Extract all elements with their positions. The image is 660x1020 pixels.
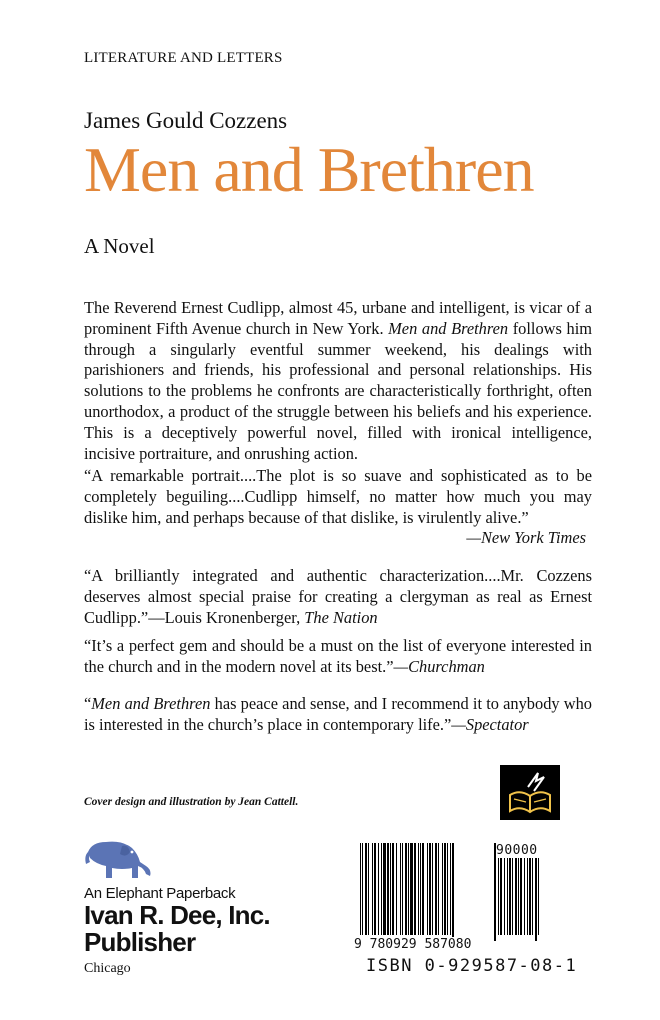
- imprint-name: An Elephant Paperback: [84, 885, 236, 902]
- barcode-bar: [402, 843, 403, 935]
- book-description: [84, 298, 592, 464]
- publisher-city: Chicago: [84, 961, 131, 976]
- barcode-bar: [447, 843, 448, 935]
- barcode-bar: [392, 843, 394, 935]
- barcode-bar: [427, 843, 428, 935]
- barcode-bar: [368, 843, 369, 935]
- barcode-bar: [387, 843, 389, 935]
- category-label: LITERATURE AND LETTERS: [84, 50, 283, 66]
- price-code: 90000: [496, 843, 538, 858]
- barcode-bar: [383, 843, 386, 935]
- barcode-bar: [396, 843, 397, 935]
- book-title: Men and Brethren: [84, 134, 534, 205]
- book-subtitle: A Novel: [84, 234, 155, 258]
- quote-text: has peace and sense, and I recommend it to anybody who is interested in the church’s place in contemporary life.”: [84, 694, 593, 734]
- barcode-bar: [408, 843, 409, 935]
- review-quote-4: [84, 694, 592, 736]
- barcode-bar: [435, 843, 437, 935]
- review-quote-1: [84, 466, 592, 549]
- review-quote-2: [84, 566, 592, 628]
- barcode-bar: [450, 843, 451, 935]
- quote-text: “A remarkable portrait....The plot is so suave and sophisticated as to be completely beguiling....Cudlipp himself, no matter how much you may dislike him, and perhaps because of that dislike, is virulently alive.”: [84, 466, 592, 527]
- barcode-bar: [372, 843, 373, 935]
- barcode-bar: [362, 843, 363, 935]
- barcode-bar: [438, 843, 439, 935]
- barcode-bar: [420, 843, 421, 935]
- quote-text: “A brilliantly integrated and authentic characterization....Mr. Cozzens deserves almost special praise for creating a clergyman as real as Ernest Cudlipp.”—Louis Kronenberger,: [84, 566, 592, 627]
- barcode-bar: [410, 843, 413, 935]
- isbn-number: ISBN 0-929587-08-1: [366, 956, 578, 976]
- review-quote-3: [84, 636, 592, 678]
- publisher-name: [84, 902, 270, 956]
- barcode-bar: [390, 843, 391, 935]
- quote-lead: “: [84, 694, 92, 713]
- isbn-barcode: [360, 843, 482, 941]
- elephant-logo-icon: [82, 836, 154, 882]
- barcode-bar: [378, 843, 379, 935]
- description-part-2: follows him through a singularly eventful summer weekend, his dealings with parishioners and friends, his professional and personal relationships. His solutions to the problems he confronts are characteristically forthright, often unorthodox, a product of the struggle between his beliefs and his experience. This is a deceptively powerful novel, filled with ironical intelligence, incisive portraiture, and onrushing action.: [84, 318, 593, 463]
- quote-text: “It’s a perfect gem and should be a must on the list of everyone interested in the church and in the modern novel at its best.”: [84, 636, 592, 676]
- barcode-bar: [381, 843, 382, 935]
- quote-book-title: Men and Brethren: [91, 694, 211, 713]
- barcode-bar: [422, 843, 424, 935]
- publisher-line-2: Publisher: [84, 927, 196, 957]
- quote-source: —New York Times: [466, 528, 586, 548]
- barcode-bar: [432, 843, 433, 935]
- barcode-bar: [405, 843, 407, 935]
- cover-credit: Cover design and illustration by Jean Cattell.: [84, 796, 299, 808]
- quote-source: —Churchman: [393, 656, 485, 676]
- quote-source: The Nation: [304, 607, 378, 627]
- open-book-logo-icon: [500, 765, 560, 820]
- publisher-line-1: Ivan R. Dee, Inc.: [84, 900, 270, 930]
- barcode-bar: [444, 843, 446, 935]
- barcode-bar: [360, 843, 361, 935]
- barcode-bar: [418, 843, 419, 935]
- barcode-bar: [365, 843, 367, 935]
- description-part-1: The Reverend Ernest Cudlipp, almost 45, urbane and intelligent, is vicar of a prominent Fifth Avenue church in New York.: [84, 298, 592, 338]
- description-book-title: Men and Brethren: [388, 318, 509, 338]
- barcode-bar: [442, 843, 443, 935]
- quote-source: —Spectator: [451, 714, 529, 734]
- barcode-digits: 9 780929 587080: [354, 937, 472, 952]
- author-name: James Gould Cozzens: [84, 108, 288, 133]
- barcode-bar: [429, 843, 431, 935]
- barcode-bar: [374, 843, 376, 935]
- barcode-bar: [400, 843, 401, 935]
- barcode-bar: [452, 843, 454, 941]
- barcode-bar: [414, 843, 416, 935]
